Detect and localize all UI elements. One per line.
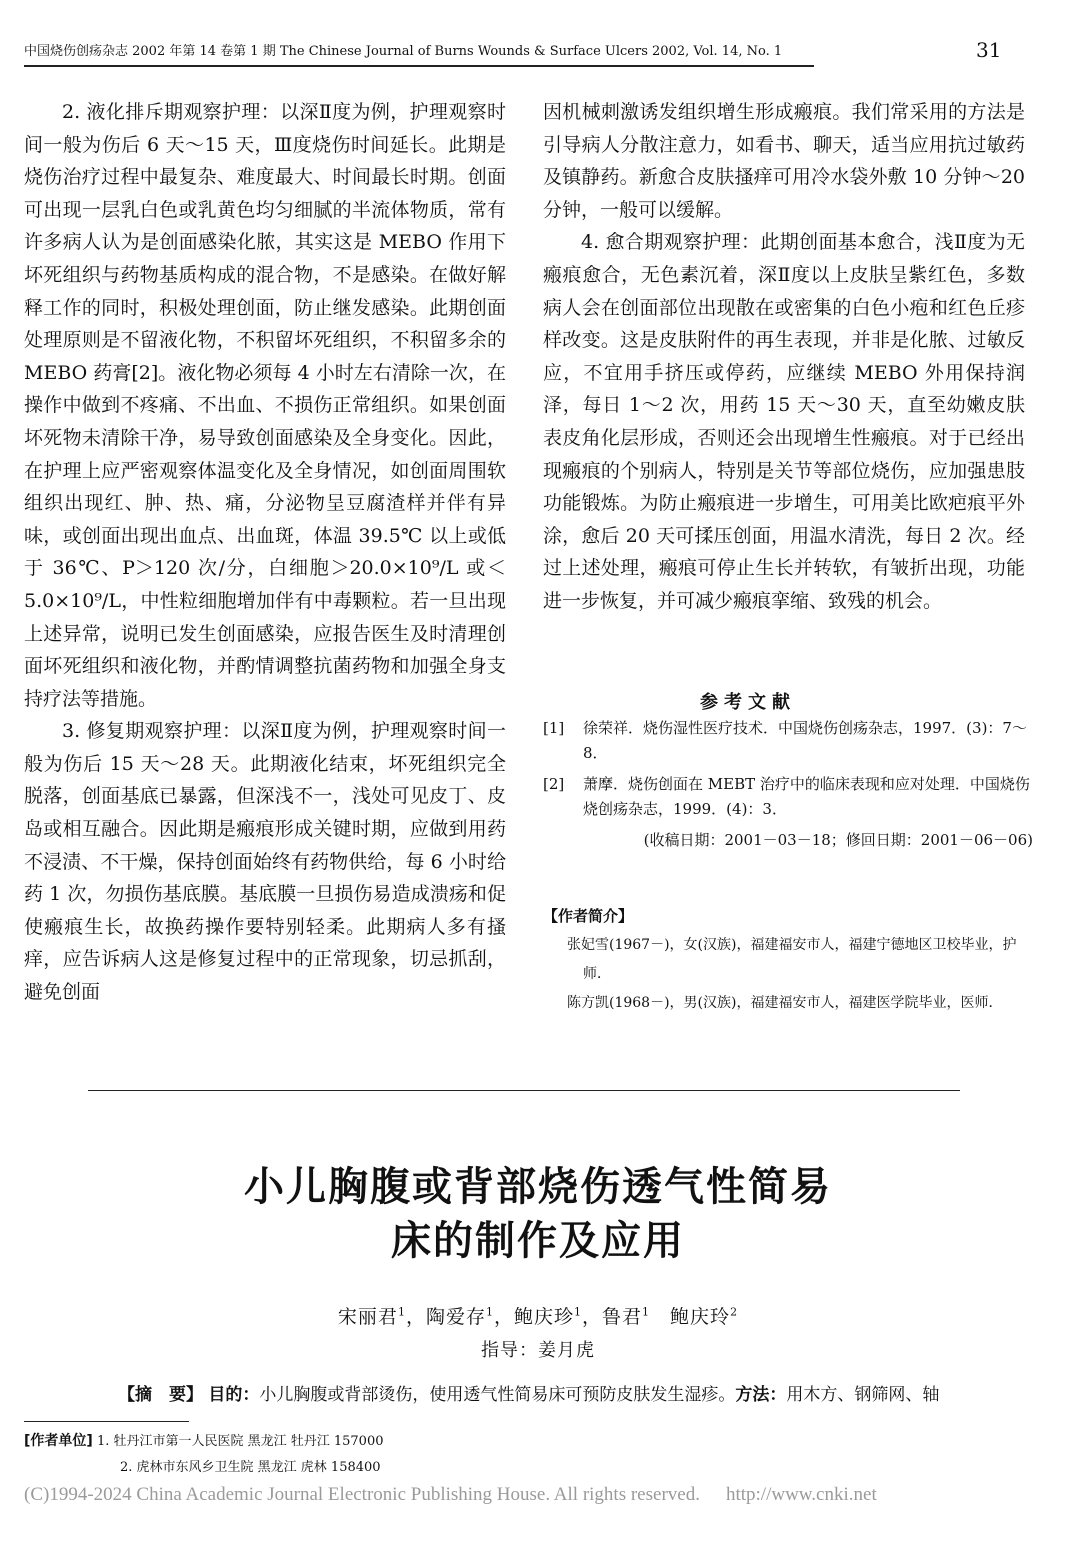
author-affiliation-mark: 1 xyxy=(574,1305,582,1319)
affiliation-label: [作者单位] xyxy=(24,1433,93,1449)
reference-text: 萧摩．烧伤创面在 MEBT 治疗中的临床表现和应对处理．中国烧伤烧创疡杂志，1999．(4)：3． xyxy=(583,775,1030,818)
abstract-method-label: 方法： xyxy=(735,1385,787,1405)
article-title-line: 小儿胸腹或背部烧伤透气性简易 xyxy=(244,1164,832,1210)
paragraph-healing-stage: 4. 愈合期观察护理：此期创面基本愈合，浅Ⅱ度为无瘢痕愈合，无色素沉着，深Ⅱ度以上皮肤呈紫红色，多数病人会在创面部位出现散在或密集的白色小疱和红色丘疹样改变。这是皮肤附件的再生表现，并非是化脓、过敏反应，不宜用手挤压或停药，应继续 MEBO 外用保持润泽，每日 1～2 次，用药 15 天～30 天，直至幼嫩皮肤表皮角化层形成，否则还会出现增生性瘢痕。对于已经出现瘢痕的个别病人，特别是关节等部位烧伤，应加强患肢功能锻炼。为防止瘢痕进一步增生，可用美比欧疤痕平外涂，愈后 20 天可揉压创面，用温水清洗，每日 2 次。经过上述处理，瘢痕可停止生长并转软，有皱折出现，功能进一步恢复，并可减少瘢痕挛缩、致残的机会。 xyxy=(543,231,1025,612)
page-number: 31 xyxy=(976,38,1002,62)
author-separator xyxy=(650,1306,670,1328)
article-advisor: 指导：姜月虎 xyxy=(481,1340,595,1361)
footnote-divider xyxy=(24,1421,189,1422)
author-name: 宋丽君 xyxy=(337,1306,398,1328)
cnki-link[interactable]: http://www.cnki.net xyxy=(725,1484,877,1505)
reference-number: [1] xyxy=(543,719,565,737)
author-affiliations xyxy=(24,1428,384,1481)
reference-number: [2] xyxy=(543,775,565,793)
abstract-method: 用木方、钢筛网、轴 xyxy=(786,1385,940,1405)
abstract xyxy=(118,1380,1038,1405)
paragraph-continuation: 因机械刺激诱发组织增生形成瘢痕。我们常采用的方法是引导病人分散注意力，如看书、聊天，适当应用抗过敏药及镇静药。新愈合皮肤搔痒可用冷水袋外敷 10 分钟～20 分钟，一般可以缓解。 xyxy=(543,101,1025,221)
author-affiliation-mark: 2 xyxy=(730,1305,739,1319)
author-affiliation-mark: 1 xyxy=(642,1305,651,1319)
copyright-text: (C)1994-2024 China Academic Journal Electronic Publishing House. All rights reserved. xyxy=(24,1484,700,1505)
section-divider xyxy=(88,1090,960,1091)
copyright-footer xyxy=(24,1484,1054,1506)
author-name: 鲁君 xyxy=(602,1306,643,1328)
article-title xyxy=(0,1160,1076,1268)
author-name: 鲍庆珍 xyxy=(513,1306,574,1328)
references-title: 参考文献 xyxy=(700,692,796,713)
abstract-purpose: 小儿胸腹或背部烫伤，使用透气性简易床可预防皮肤发生湿疹。 xyxy=(259,1385,736,1405)
author-affiliation-mark: 1 xyxy=(485,1305,494,1319)
reference-item xyxy=(543,716,1033,766)
author-profile-title: 【作者简介】 xyxy=(543,907,634,925)
paragraph-liquefaction-stage: 2. 液化排斥期观察护理：以深Ⅱ度为例，护理观察时间一般为伤后 6 天～15 天，Ⅲ度烧伤时间延长。此期是烧伤治疗过程中最复杂、难度最大、时间最长时期。创面可出现一层乳白色或乳黄色均匀细腻的半流体物质，常有许多病人认为是创面感染化脓，其实这是 MEBO 作用下坏死组织与药物基质构成的混合物，不是感染。在做好解释工作的同时，积极处理创面，防止继发感染。此期创面处理原则是不留液化物，不积留坏死组织，不积留多余的 MEBO 药膏[2]。液化物必须每 4 小时左右清除一次，在操作中做到不疼痛、不出血、不损伤正常组织。如果创面坏死物未清除干净，易导致创面感染及全身变化。因此，在护理上应严密观察体温变化及全身情况，如创面周围软组织出现红、肿、热、痛，分泌物呈豆腐渣样并伴有异味，或创面出现出血点、出血斑，体温 39.5℃ 以上或低于 36℃、P＞120 次/分，白细胞＞20.0×10⁹/L 或＜5.0×10⁹/L，中性粒细胞增加伴有中毒颗粒。若一旦出现上述异常，说明已发生创面感染，应报告医生及时清理创面坏死组织和液化物，并酌情调整抗菌药物和加强全身支持疗法等措施。 xyxy=(24,101,506,710)
received-dates: (收稿日期：2001－03－18；修回日期：2001－06－06) xyxy=(643,831,1033,849)
author-affiliation-mark: 1 xyxy=(397,1305,406,1319)
article-authors xyxy=(0,1302,1076,1329)
reference-text: 徐荣祥．烧伤湿性医疗技术．中国烧伤创疡杂志，1997．(3)：7～8． xyxy=(583,719,1027,762)
author-bio: 陈方凯(1968－)，男(汉族)，福建福安市人，福建医学院毕业，医师． xyxy=(567,995,1003,1011)
running-head: 中国烧伤创疡杂志 2002 年第 14 卷第 1 期 The Chinese Journal of Burns Wounds & Surface Ulcers 2002, Vol. 14, No. 1 xyxy=(24,40,814,67)
paragraph-repair-stage: 3. 修复期观察护理：以深Ⅱ度为例，护理观察时间一般为伤后 15 天～28 天。此期液化结束，坏死组织完全脱落，创面基底已暴露，但深浅不一，浅处可见皮丁、皮岛或相互融合。因此期是瘢痕形成关键时期，应做到用药不浸渍、不干燥，保持创面始终有药物供给，每 6 小时给药 1 次，勿损伤基底膜。基底膜一旦损伤易造成溃疡和促使瘢痕生长，故换药操作要特别轻柔。此期病人多有搔痒，应告诉病人这是修复过程中的正常现象，切忌抓刮，避免创面 xyxy=(24,720,506,1004)
article-title-line: 床的制作及应用 xyxy=(391,1218,685,1264)
right-column xyxy=(543,96,1025,618)
author-separator: ， xyxy=(405,1306,426,1328)
author-separator: ， xyxy=(582,1306,603,1328)
author-bio: 张妃雪(1967－)，女(汉族)，福建福安市人，福建宁德地区卫校毕业，护师． xyxy=(567,937,1017,982)
author-separator: ， xyxy=(493,1306,514,1328)
affiliation-text: 1. 牡丹江市第一人民医院 黑龙江 牡丹江 157000 xyxy=(96,1434,384,1449)
author-name: 陶爱存 xyxy=(425,1306,486,1328)
author-profile xyxy=(543,902,1033,1018)
left-column xyxy=(24,96,506,1009)
reference-item xyxy=(543,772,1033,822)
abstract-purpose-label: 目的： xyxy=(208,1385,260,1405)
abstract-label: 【摘 要】 xyxy=(118,1385,203,1405)
references-list xyxy=(543,716,1033,853)
affiliation-line: 2. 虎林市东风乡卫生院 黑龙江 虎林 158400 xyxy=(120,1460,381,1475)
author-name: 鲍庆玲 xyxy=(670,1306,731,1328)
affiliation-line xyxy=(24,1428,384,1455)
